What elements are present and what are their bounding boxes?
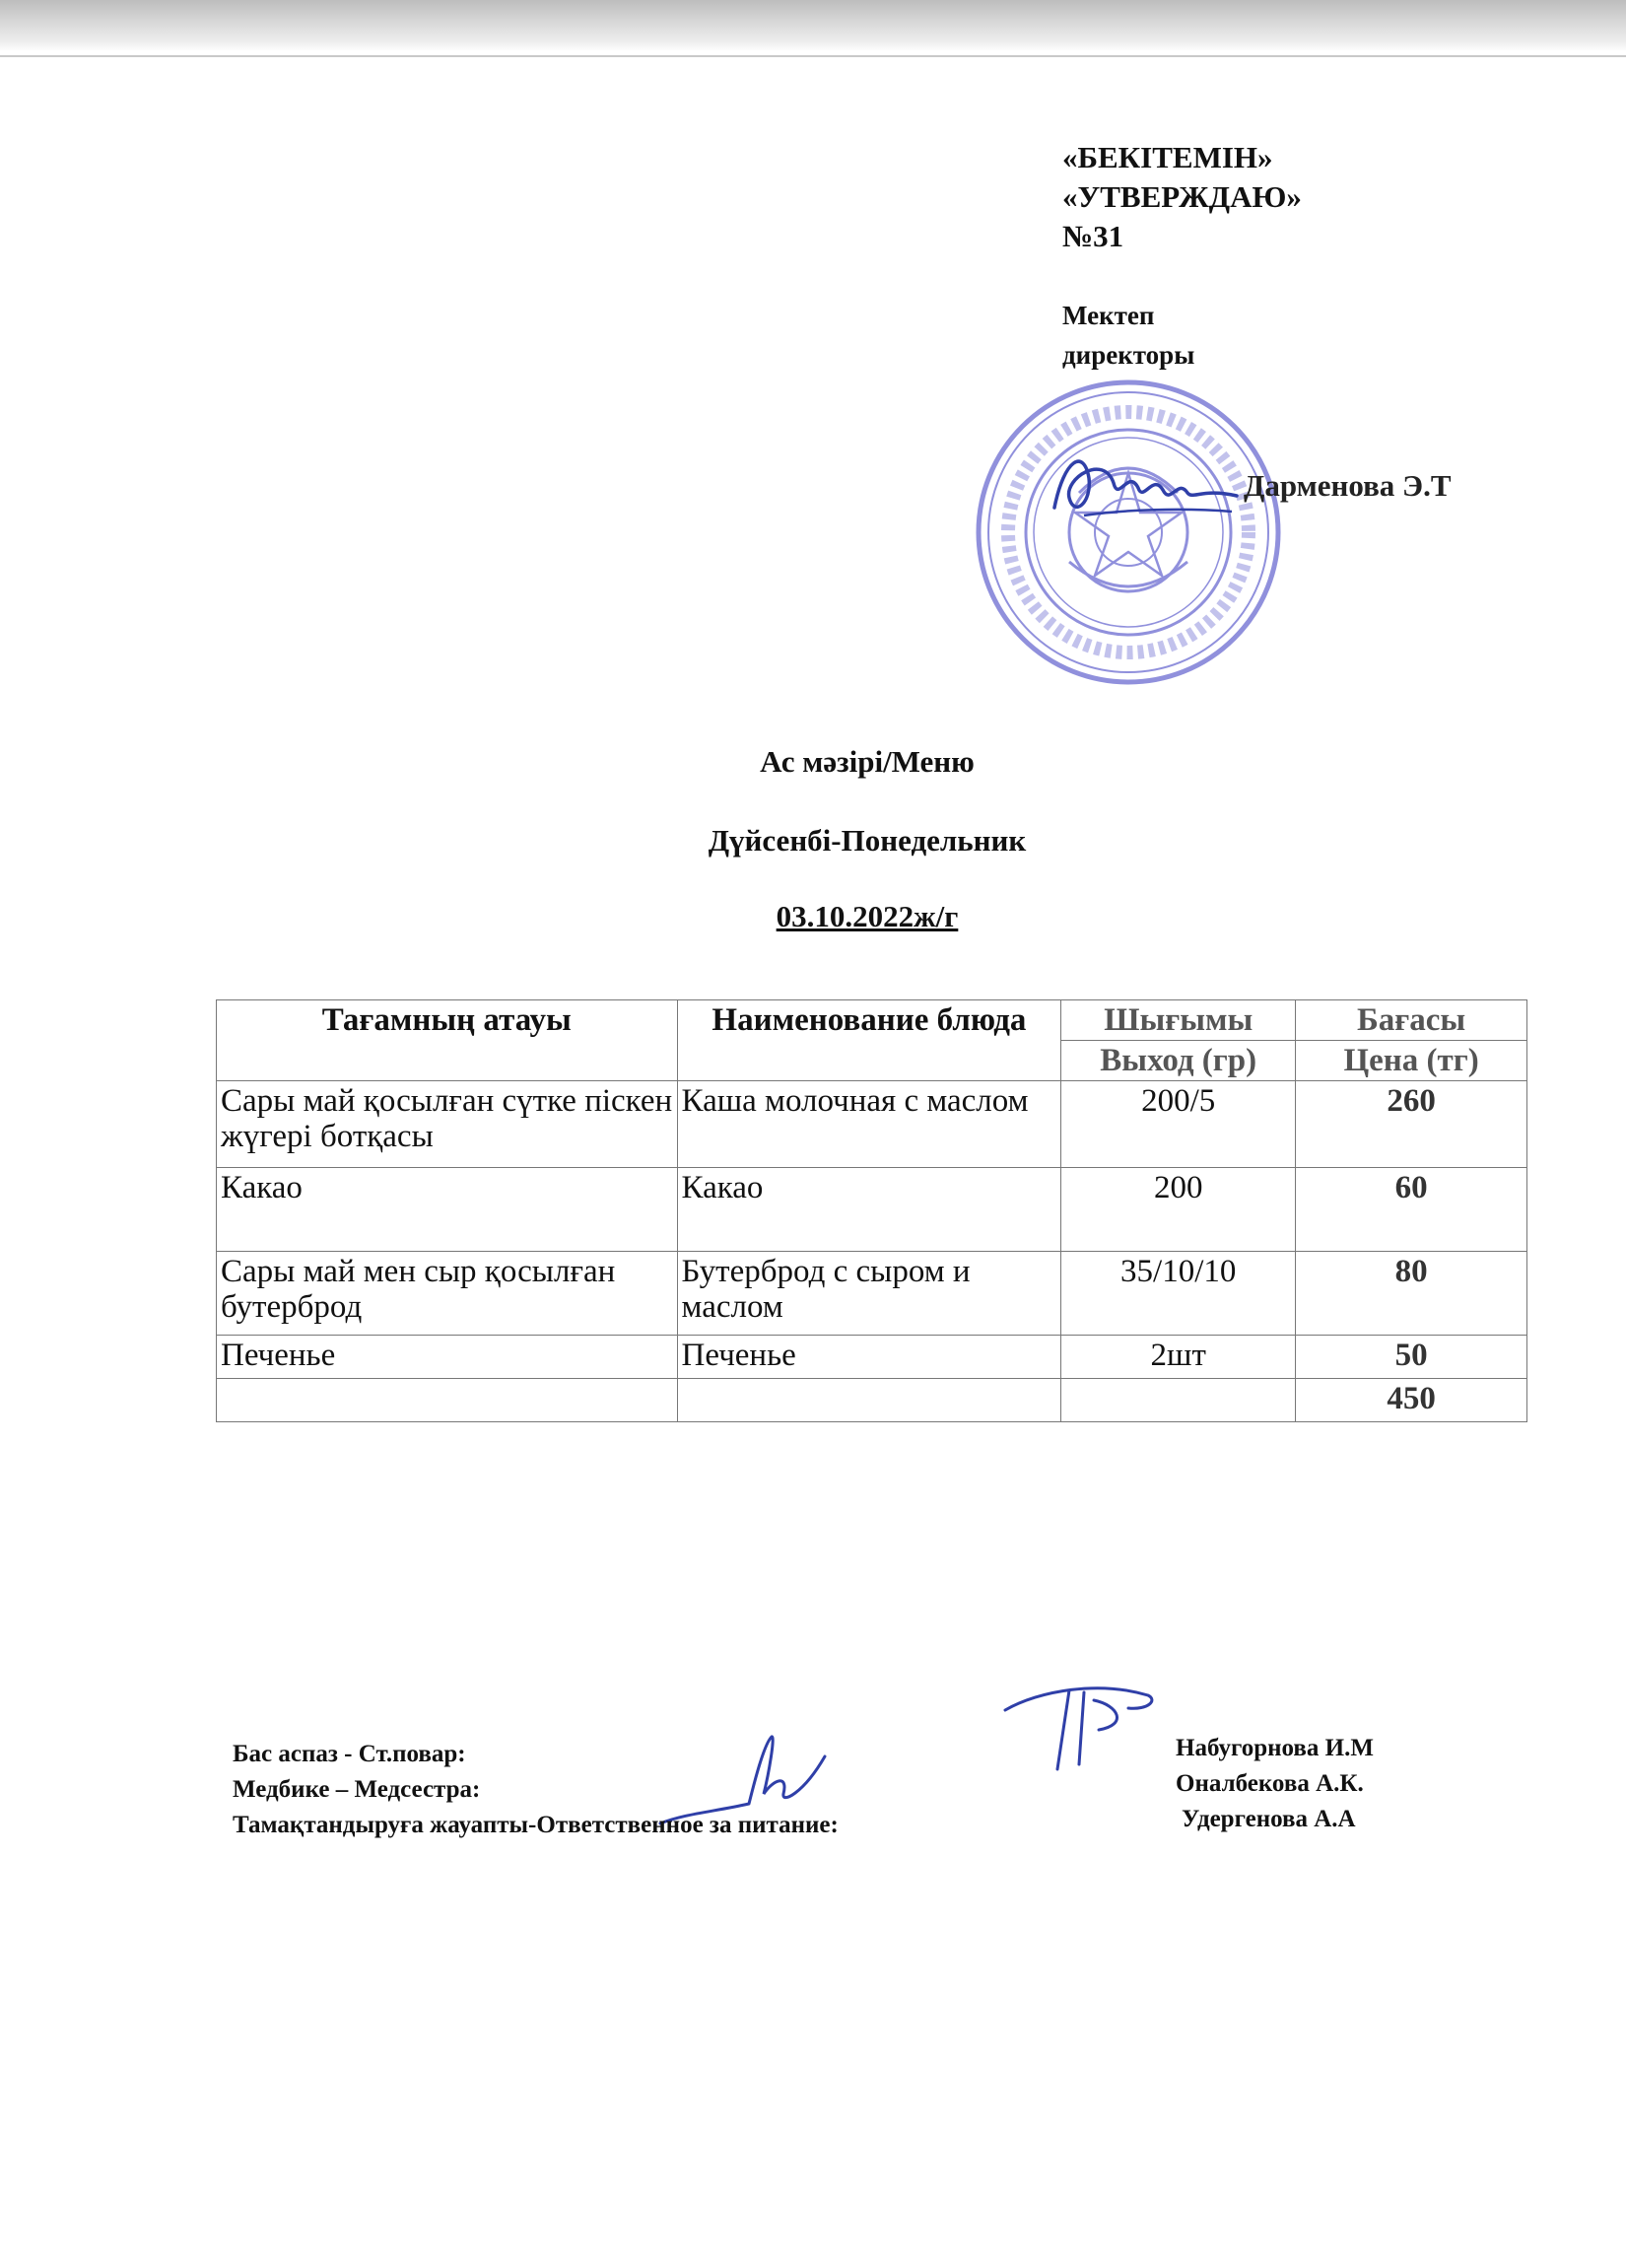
dish-name-ru: Бутерброд с сыром и маслом xyxy=(677,1252,1061,1336)
table-row xyxy=(217,1336,1527,1379)
dish-yield: 200/5 xyxy=(1061,1081,1296,1168)
role-nurse: Медбике – Медсестра: xyxy=(233,1776,481,1803)
header-yield-ru: Выход (гр) xyxy=(1061,1041,1296,1081)
menu-title: Ас мәзірі/Меню xyxy=(760,744,975,779)
dish-price: 80 xyxy=(1296,1252,1527,1336)
dish-price: 50 xyxy=(1296,1336,1527,1379)
header-yield-kz: Шығымы xyxy=(1061,1000,1296,1041)
director-signature xyxy=(1045,439,1242,532)
table-total-row xyxy=(217,1379,1527,1422)
dish-yield: 200 xyxy=(1061,1168,1296,1252)
dish-name-kz: Сары май мен сыр қосылған бутерброд xyxy=(217,1252,678,1336)
approval-line-3: №31 xyxy=(1062,219,1124,253)
dish-name-kz: Какао xyxy=(217,1168,678,1252)
table-row xyxy=(217,1168,1527,1252)
approval-line-4: Мектеп xyxy=(1062,301,1155,330)
dish-yield: 2шт xyxy=(1061,1336,1296,1379)
dish-price: 60 xyxy=(1296,1168,1527,1252)
scan-edge xyxy=(0,0,1626,51)
role-responsible: Тамақтандыруға жауапты-Ответственное за питание: xyxy=(233,1812,839,1838)
role-chef: Бас аспаз - Ст.повар: xyxy=(233,1741,466,1767)
dish-name-ru: Каша молочная с маслом xyxy=(677,1081,1061,1168)
chef-signature xyxy=(1000,1671,1168,1779)
approval-block xyxy=(1062,138,1302,375)
header-price-kz: Бағасы xyxy=(1296,1000,1527,1041)
footer-roles xyxy=(233,1737,839,1843)
director-name: Дарменова Э.Т xyxy=(1244,468,1452,503)
menu-day: Дүйсенбі-Понедельник xyxy=(708,823,1027,858)
dish-name-kz: Сары май қосылған сүтке піскен жүгері ботқасы xyxy=(217,1081,678,1168)
approval-line-1: «БЕКІТЕМІН» xyxy=(1062,140,1273,174)
approval-line-2: «УТВЕРЖДАЮ» xyxy=(1062,179,1302,214)
name-nurse: Оналбекова А.К. xyxy=(1176,1770,1364,1797)
table-header-row-1 xyxy=(217,1000,1527,1041)
name-responsible: Удергенова А.А xyxy=(1182,1806,1356,1832)
official-stamp xyxy=(971,375,1286,690)
scan-edge-line xyxy=(0,55,1626,57)
header-name-kz: Тағамның атауы xyxy=(217,1000,678,1081)
header-name-ru: Наименование блюда xyxy=(677,1000,1061,1081)
dish-price: 260 xyxy=(1296,1081,1527,1168)
footer-names xyxy=(1176,1731,1374,1837)
table-row xyxy=(217,1081,1527,1168)
name-chef: Набугорнова И.М xyxy=(1176,1735,1374,1761)
menu-date: 03.10.2022ж/г xyxy=(776,899,959,933)
table-row xyxy=(217,1252,1527,1336)
header-price-ru: Цена (тг) xyxy=(1296,1041,1527,1081)
dish-name-ru: Какао xyxy=(677,1168,1061,1252)
approval-line-5: директоры xyxy=(1062,340,1195,370)
total-price: 450 xyxy=(1296,1379,1527,1422)
dish-name-ru: Печенье xyxy=(677,1336,1061,1379)
dish-yield: 35/10/10 xyxy=(1061,1252,1296,1336)
menu-table xyxy=(216,999,1527,1422)
dish-name-kz: Печенье xyxy=(217,1336,678,1379)
